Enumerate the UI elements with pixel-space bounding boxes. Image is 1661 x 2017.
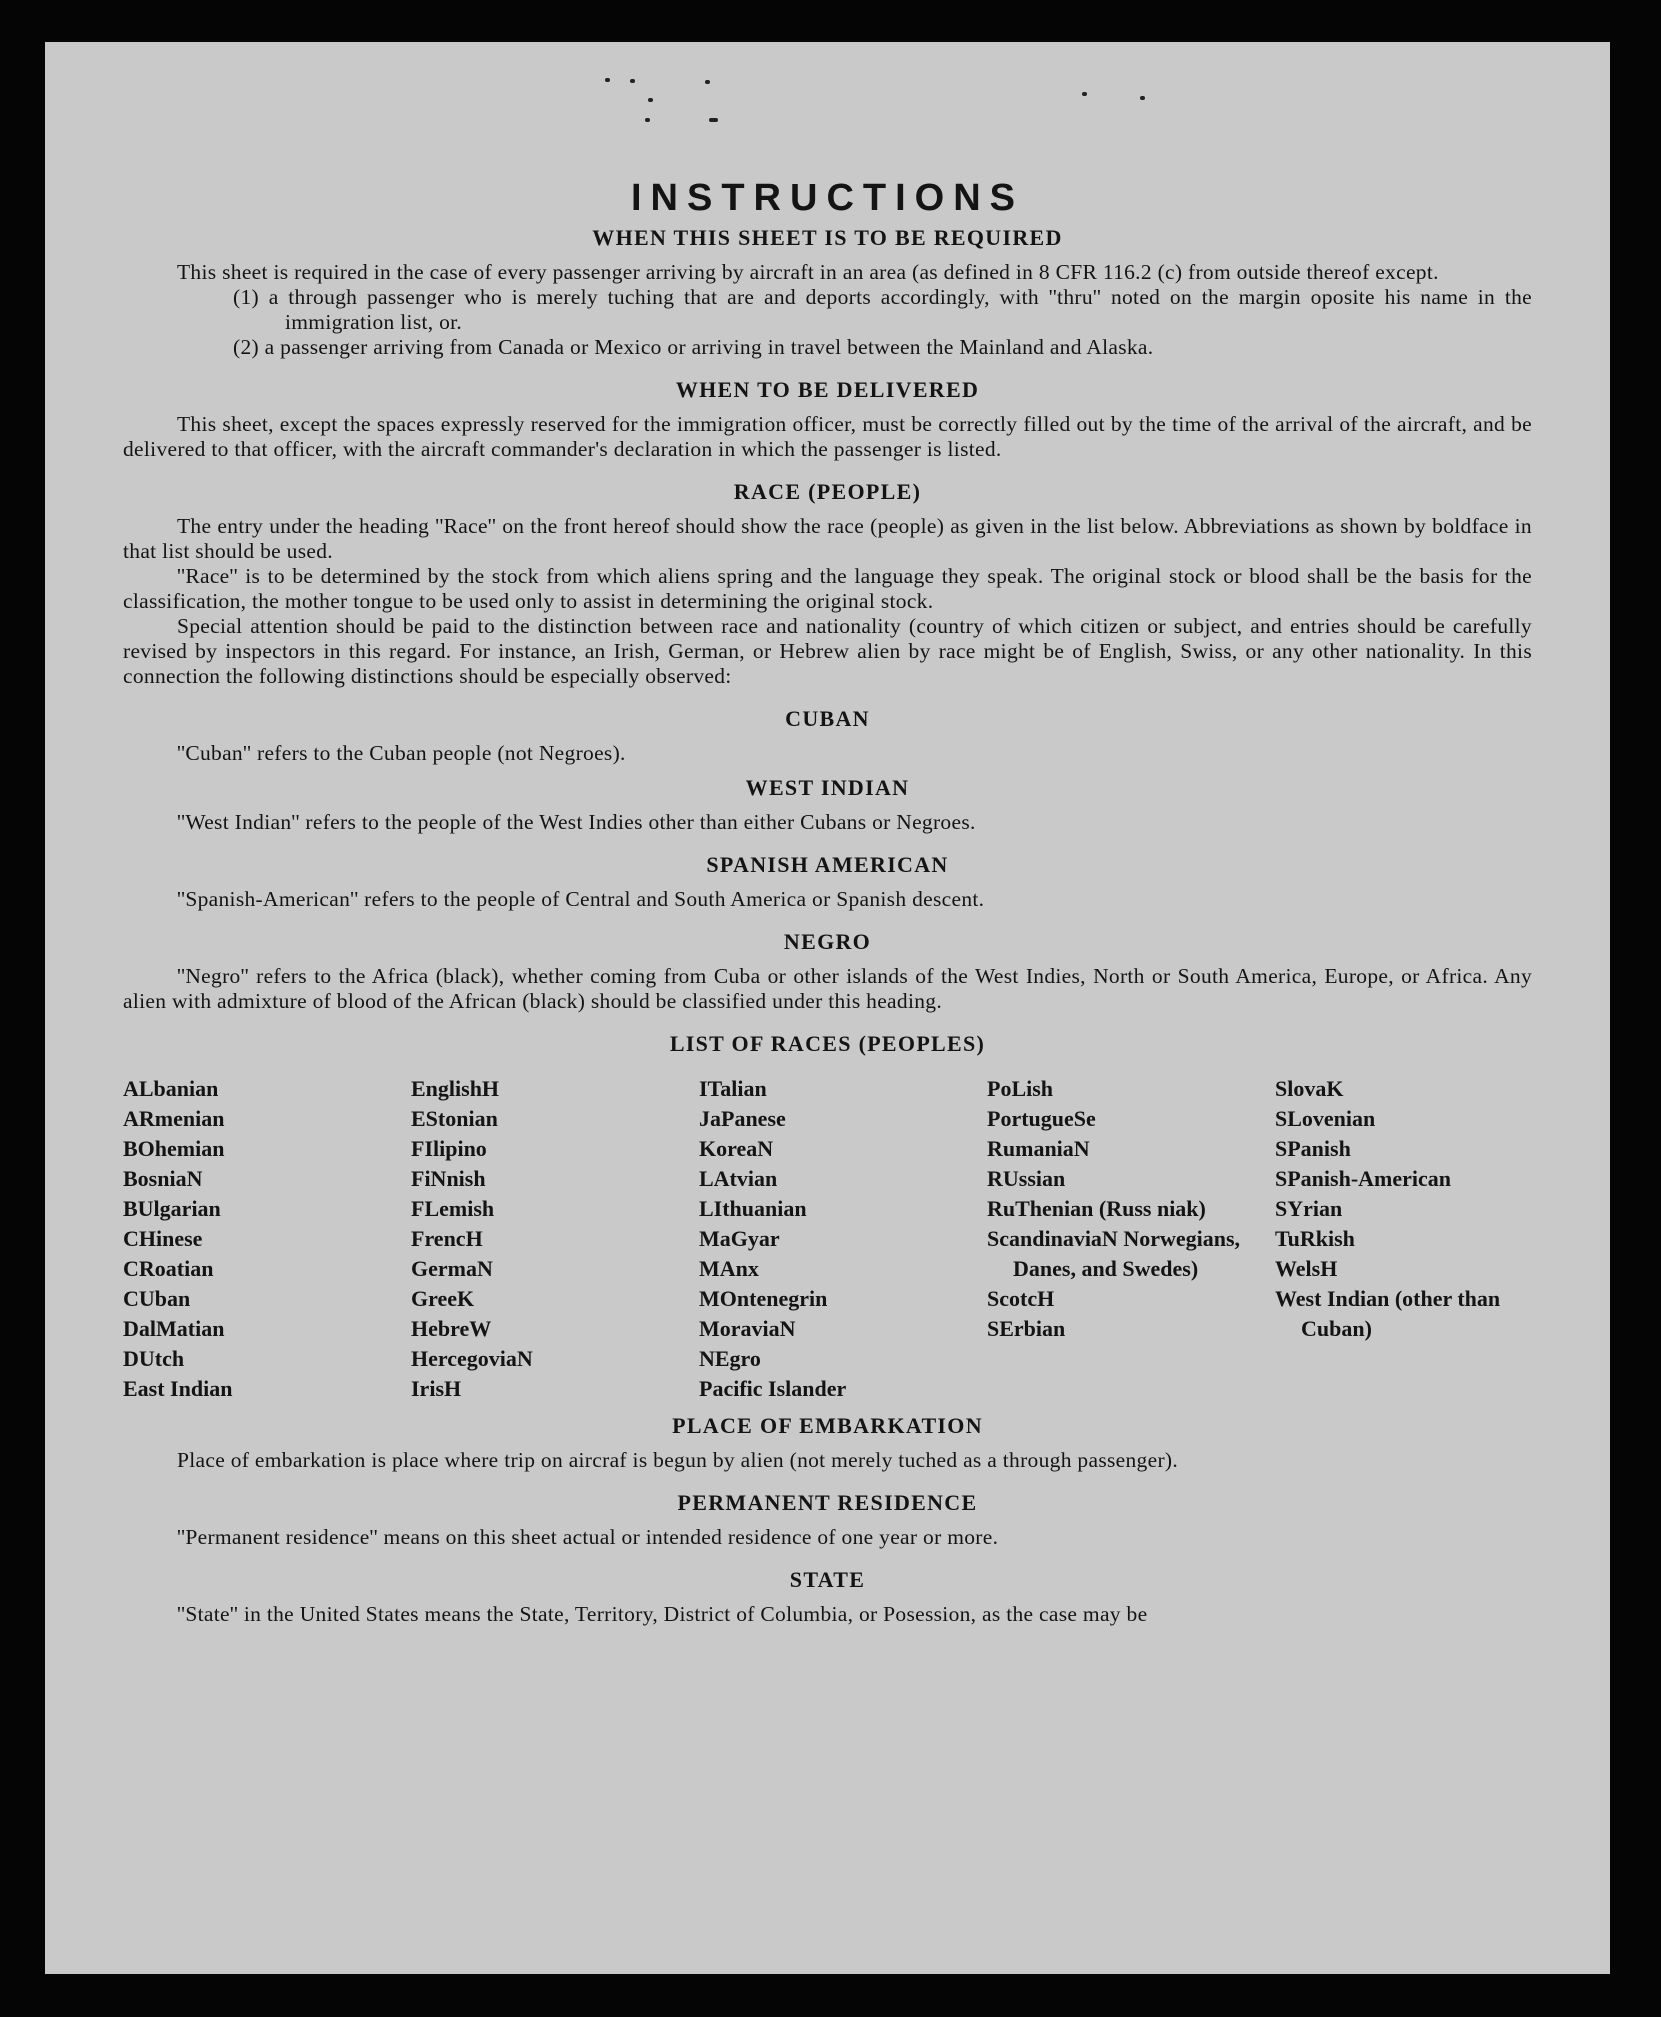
race-entry: West Indian (other than Cuban) <box>1275 1286 1501 1341</box>
race-paragraph: The entry under the heading ''Race'' on the front hereof should show the race (people) as given in the list below. Abbreviations as shown by boldface in that list should be used. <box>123 514 1532 563</box>
race-entry: ARmenian <box>123 1106 225 1131</box>
race-paragraph: ''Race'' is to be determined by the stock from which aliens spring and the language they speak. The original stock or blood shall be the basis for the classification, the mother tongue to be used only to assist in determining the original stock. <box>123 564 1532 613</box>
races-list <box>123 1074 1532 1404</box>
race-entry: WelsH <box>1275 1256 1338 1281</box>
heading-permanent-residence: PERMANENT RESIDENCE <box>677 1490 978 1515</box>
race-entry: FrencH <box>411 1226 483 1251</box>
race-entry: SYrian <box>1275 1196 1343 1221</box>
print-specks <box>45 70 1610 150</box>
race-entry: GermaN <box>411 1256 493 1281</box>
race-entry: CRoatian <box>123 1256 214 1281</box>
race-entry: LIthuanian <box>699 1196 807 1221</box>
race-entry: MOntenegrin <box>699 1286 828 1311</box>
race-entry: JaPanese <box>699 1106 786 1131</box>
race-entry: IrisH <box>411 1376 462 1401</box>
when-required-intro: This sheet is required in the case of every passenger arriving by aircraft in an area (as defined in 8 CFR 116.2 (c) from outside thereof except. <box>177 260 1439 284</box>
heading-when-delivered: WHEN TO BE DELIVERED <box>675 377 980 402</box>
state-text: ''State'' in the United States means the State, Territory, District of Columbia, or Posession, as the case may be <box>177 1602 1148 1626</box>
race-entry: HebreW <box>411 1316 492 1341</box>
race-entry: MaGyar <box>699 1226 780 1251</box>
race-entry: EnglishH <box>411 1076 500 1101</box>
races-column-2 <box>411 1074 699 1404</box>
race-entry: MoraviaN <box>699 1316 796 1341</box>
races-column-3 <box>699 1074 987 1404</box>
heading-negro: NEGRO <box>783 929 872 954</box>
heading-spanish-american: SPANISH AMERICAN <box>706 852 949 877</box>
page-title: INSTRUCTIONS <box>631 177 1024 219</box>
race-entry: Pacific Islander <box>699 1376 847 1401</box>
race-entry: ALbanian <box>123 1076 219 1101</box>
race-entry: SlovaK <box>1275 1076 1344 1101</box>
heading-when-required: WHEN THIS SHEET IS TO BE REQUIRED <box>592 225 1063 250</box>
race-entry: RumaniaN <box>987 1136 1090 1161</box>
instruction-sheet <box>45 42 1610 1974</box>
west-indian-text: ''West Indian'' refers to the people of the West Indies other than either Cubans or Negroes. <box>177 810 976 834</box>
race-entry: FiNnish <box>411 1166 486 1191</box>
race-entry: CHinese <box>123 1226 203 1251</box>
heading-list-of-races: LIST OF RACES (PEOPLES) <box>669 1031 986 1056</box>
exception-item-1: (1) a through passenger who is merely tuching that are and deports accordingly, with ''thru'' noted on the margin oposite his name in the immigration list, or. <box>233 285 1532 334</box>
races-column-1 <box>123 1074 411 1404</box>
race-entry: DalMatian <box>123 1316 225 1341</box>
race-entry: MAnx <box>699 1256 759 1281</box>
race-entry: FIlipino <box>411 1136 487 1161</box>
race-entry: BosniaN <box>123 1166 203 1191</box>
race-entry: SLovenian <box>1275 1106 1376 1131</box>
heading-cuban: CUBAN <box>785 706 870 731</box>
races-column-4 <box>987 1074 1275 1404</box>
race-entry: LAtvian <box>699 1166 778 1191</box>
spanish-american-text: ''Spanish-American'' refers to the people of Central and South America or Spanish descent. <box>177 887 985 911</box>
races-column-5 <box>1275 1074 1525 1404</box>
race-paragraph: Special attention should be paid to the distinction between race and nationality (country of which citizen or subject, and entries should be carefully revised by inspectors in this regard. For instance, an Irish, German, or Hebrew alien by race might be of English, Swiss, or any other nationality. In this connection the following distinctions should be especially observed: <box>123 614 1532 688</box>
race-entry: SPanish <box>1275 1136 1351 1161</box>
race-entry: East Indian <box>123 1376 233 1401</box>
exception-item-2: (2) a passenger arriving from Canada or Mexico or arriving in travel between the Mainland and Alaska. <box>233 335 1154 359</box>
race-entry: SPanish-American <box>1275 1166 1451 1191</box>
race-entry: CUban <box>123 1286 191 1311</box>
when-delivered-text: This sheet, except the spaces expressly reserved for the immigration officer, must be correctly filled out by the time of the arrival of the aircraft, and be delivered to that officer, with the aircraft commander's declaration in which the passenger is listed. <box>123 412 1532 461</box>
race-entry: EStonian <box>411 1106 498 1131</box>
race-entry: BUlgarian <box>123 1196 221 1221</box>
race-entry: SErbian <box>987 1316 1066 1341</box>
race-entry: RuThenian (Russ niak) <box>987 1196 1206 1221</box>
heading-place-of-embarkation: PLACE OF EMBARKATION <box>672 1413 983 1438</box>
heading-race: RACE (PEOPLE) <box>733 479 922 504</box>
race-entry: ScotcH <box>987 1286 1055 1311</box>
negro-text: ''Negro'' refers to the Africa (black), whether coming from Cuba or other islands of the West Indies, North or South America, Europe, or Africa. Any alien with admixture of blood of the African (black) should be classified under this heading. <box>123 964 1532 1013</box>
race-entry: ScandinaviaN Norwegians, Danes, and Swedes) <box>987 1226 1241 1281</box>
race-entry: TuRkish <box>1275 1226 1355 1251</box>
embarkation-text: Place of embarkation is place where trip on aircraf is begun by alien (not merely tuched as a through passenger). <box>177 1448 1179 1472</box>
cuban-text: ''Cuban'' refers to the Cuban people (not Negroes). <box>177 741 626 765</box>
heading-state: STATE <box>789 1567 866 1592</box>
residence-text: ''Permanent residence'' means on this sheet actual or intended residence of one year or more. <box>177 1525 999 1549</box>
race-entry: PoLish <box>987 1076 1054 1101</box>
race-entry: RUssian <box>987 1166 1066 1191</box>
race-entry: HercegoviaN <box>411 1346 533 1371</box>
race-entry: GreeK <box>411 1286 475 1311</box>
race-entry: FLemish <box>411 1196 495 1221</box>
heading-west-indian: WEST INDIAN <box>745 775 910 800</box>
race-entry: NEgro <box>699 1346 761 1371</box>
race-entry: PortugueSe <box>987 1106 1096 1131</box>
race-entry: ITalian <box>699 1076 767 1101</box>
race-entry: BOhemian <box>123 1136 225 1161</box>
race-entry: DUtch <box>123 1346 185 1371</box>
race-entry: KoreaN <box>699 1136 774 1161</box>
